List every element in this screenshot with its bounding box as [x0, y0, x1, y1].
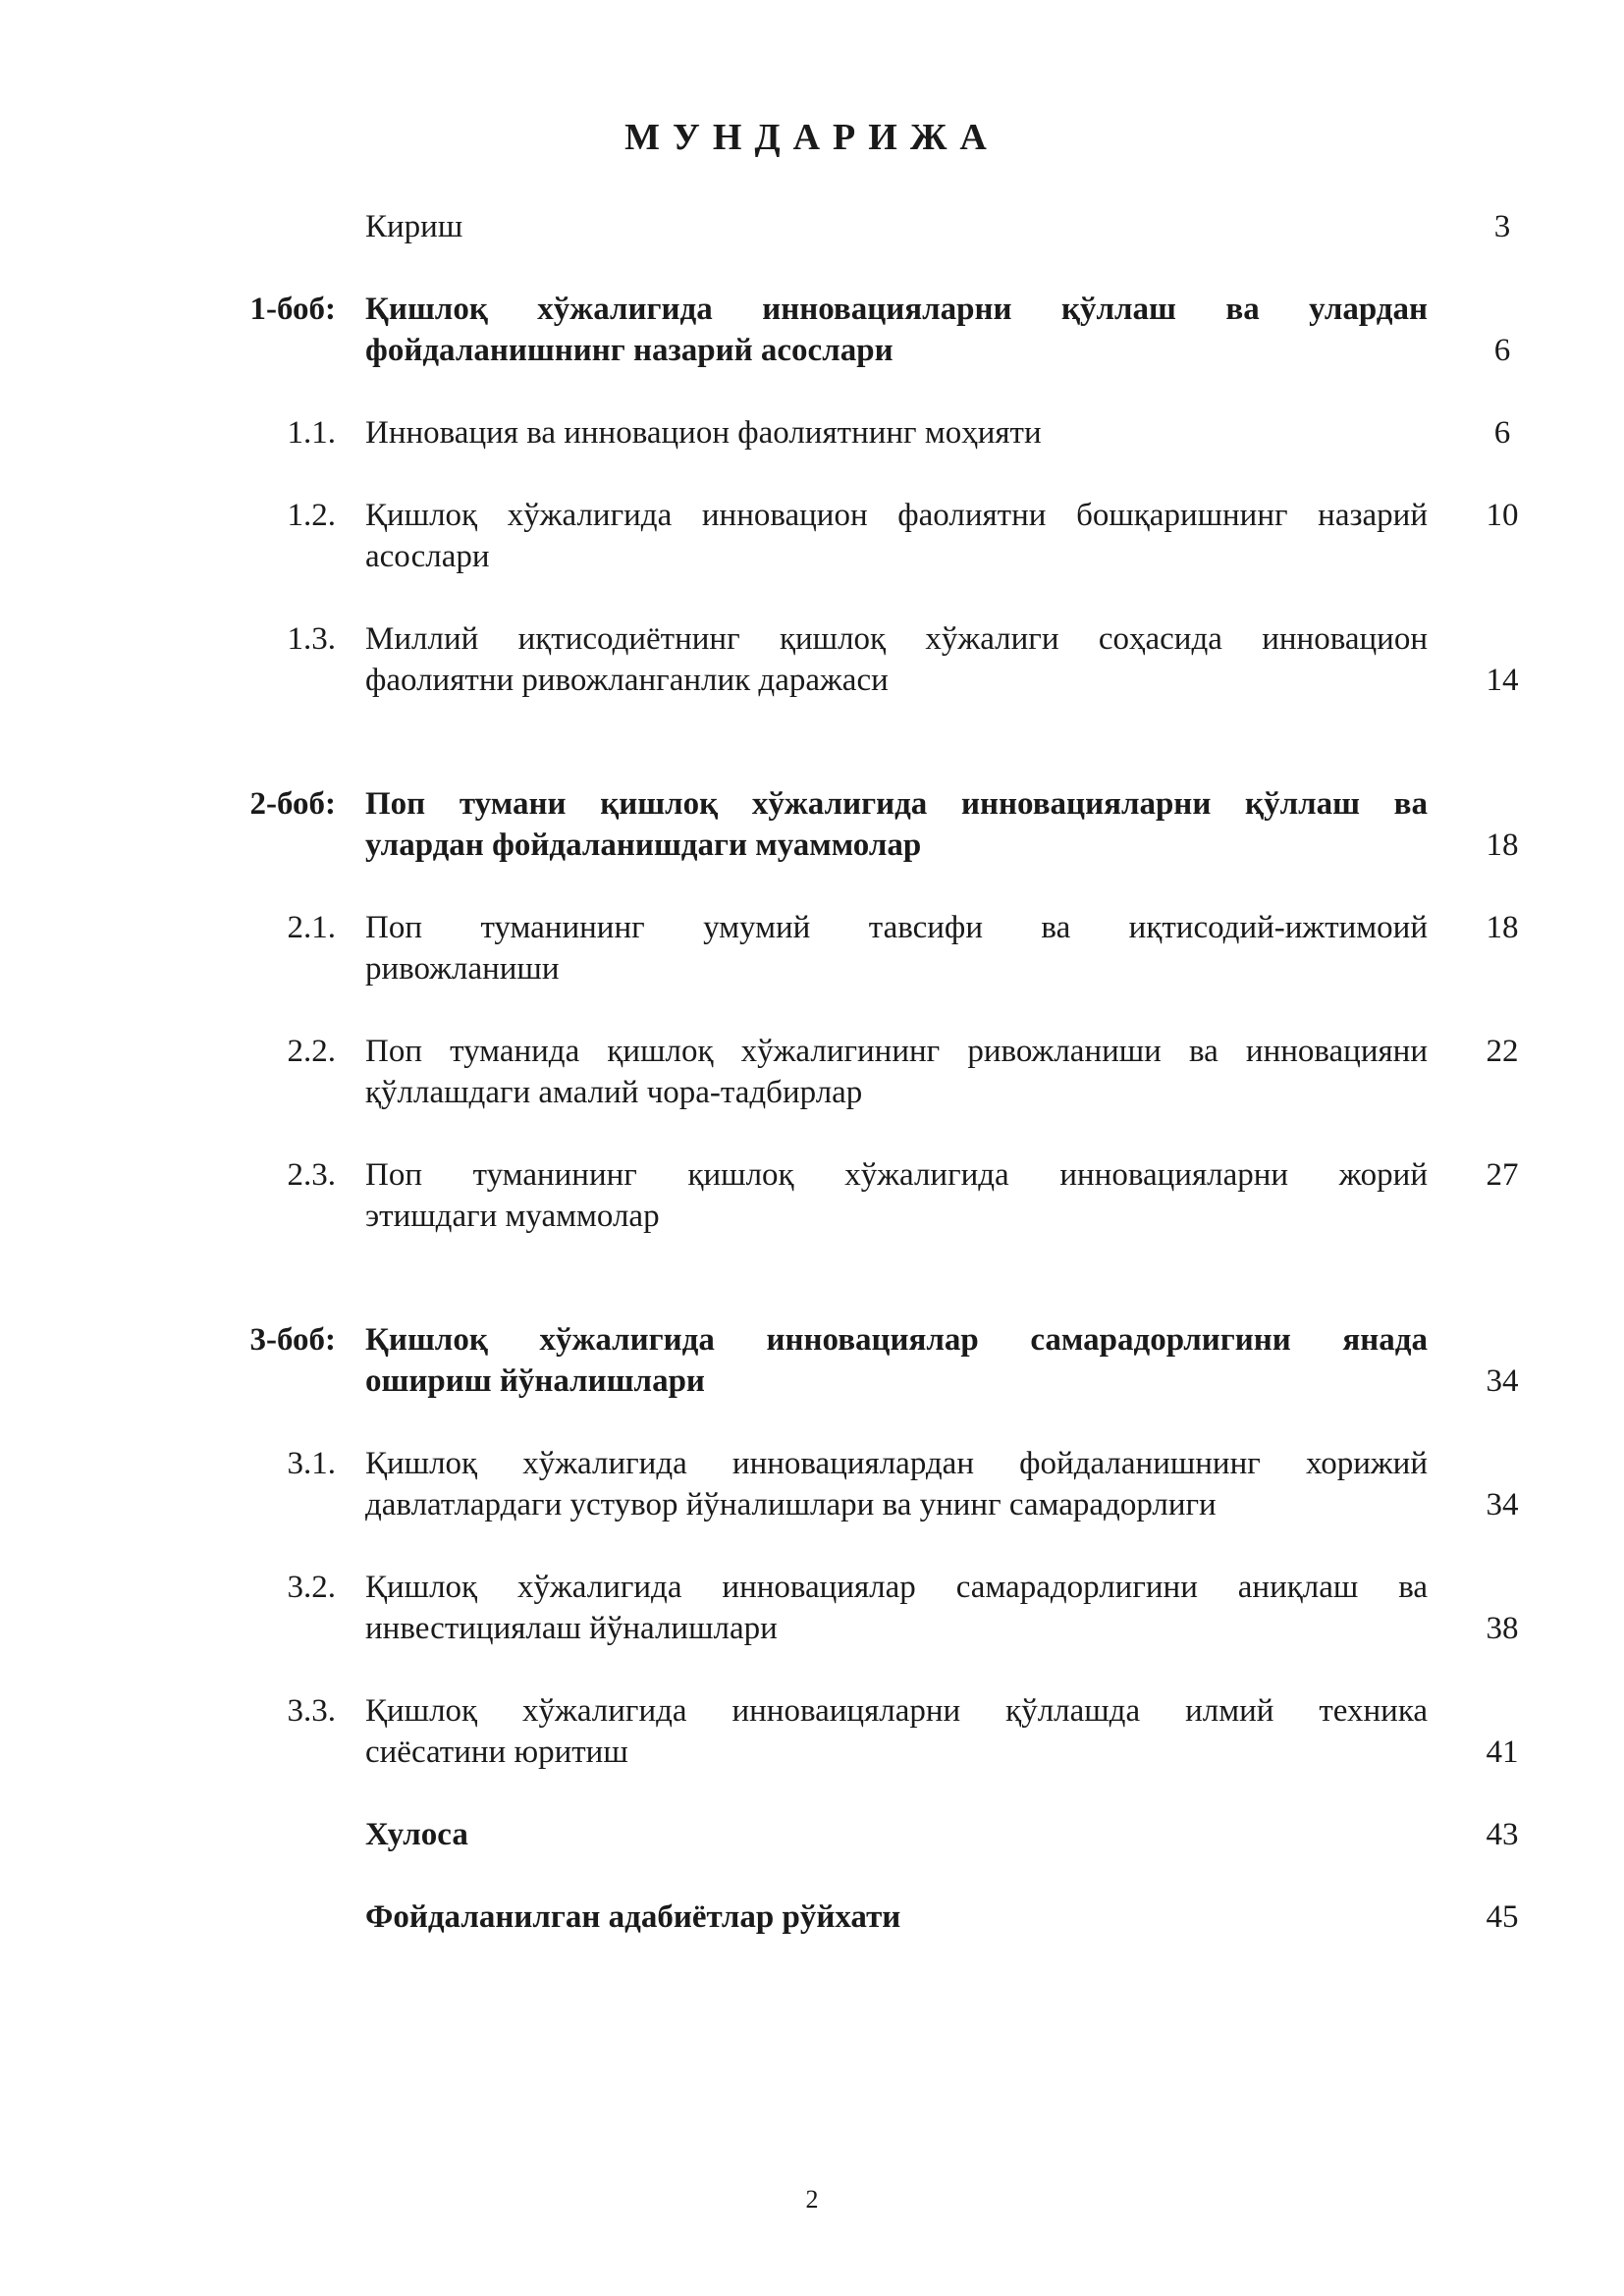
toc-entry-title: Фойдаланилган адабиётлар рўйхати [365, 1899, 901, 1935]
toc-entry-number: 1.1. [287, 415, 336, 451]
toc-entry-title-line: Поп туманининг қишлоқ хўжалигида инновацияларни жорий [365, 1157, 1428, 1193]
toc-entry-title-line: Поп туманининг умумий тавсифи ва иқтисодий-ижтимоий [365, 910, 1428, 945]
toc-entry-title: Инновация ва инновацион фаолиятнинг моҳияти [365, 415, 1042, 451]
toc-entry-number: 2-боб: [249, 786, 336, 822]
toc-entry-number: 2.2. [287, 1034, 336, 1069]
toc-entry-page: 34 [1486, 1487, 1519, 1522]
toc-entry-page: 6 [1493, 415, 1511, 451]
toc-entry-title-line: Поп туманида қишлоқ хўжалигининг ривожланиши ва инновацияни [365, 1034, 1428, 1069]
toc-entry-title [365, 1031, 1428, 1113]
toc-entry-title [365, 783, 1428, 866]
toc-entry-page: 10 [1486, 498, 1519, 533]
toc-entry-title-line: Қишлоқ хўжалигида инноваицяларни қўллашда илмий техника [365, 1693, 1428, 1729]
toc-entry-page: 22 [1486, 1034, 1519, 1069]
toc-entry-number: 1.3. [287, 621, 336, 657]
toc-entry-title-line: фойдаланишнинг назарий асослари [365, 333, 893, 368]
toc-entry-page: 18 [1486, 910, 1519, 945]
toc-entry-page: 27 [1486, 1157, 1519, 1193]
page-number: 2 [805, 2185, 819, 2214]
toc-entry-title [365, 1154, 1428, 1237]
toc-entry-title-line: Поп тумани қишлоқ хўжалигида инновацияларни қўллаш ва [365, 786, 1428, 822]
toc-entry-title [365, 495, 1428, 577]
toc-entry-title-line: улардан фойдаланишдаги муаммолар [365, 828, 922, 863]
toc-entry-title-line: ошириш йўналишлари [365, 1363, 705, 1399]
toc-entry-number: 3.2. [287, 1570, 336, 1605]
toc-entry-title-line: Қишлоқ хўжалигида инновацияларни қўллаш ва улардан [365, 292, 1428, 327]
toc-entry-title [365, 907, 1428, 989]
toc-entry-page: 18 [1486, 828, 1519, 863]
toc-entry-title-line: ривожланиши [365, 951, 560, 987]
page-title: МУНДАРИЖА [624, 117, 1000, 158]
toc-entry-title [365, 1443, 1428, 1525]
toc-entry-title-line: сиёсатини юритиш [365, 1735, 628, 1770]
toc-entry-number: 3-боб: [249, 1322, 336, 1358]
toc-entry-title-line: Қишлоқ хўжалигида инновациялар самарадорлигини янада [365, 1322, 1428, 1358]
toc-entry-title [365, 1690, 1428, 1773]
toc-entry-page: 6 [1493, 333, 1511, 368]
toc-entry-page: 38 [1486, 1611, 1519, 1646]
toc-entry-title: Хулоса [365, 1817, 468, 1852]
toc-entry-title-line: давлатлардаги устувор йўналишлари ва унинг самарадорлиги [365, 1487, 1217, 1522]
toc-entry-title-line: Қишлоқ хўжалигида инновациялардан фойдаланишнинг хорижий [365, 1446, 1428, 1481]
toc-entry-title [365, 618, 1428, 701]
toc-entry-number: 3.1. [287, 1446, 336, 1481]
toc-entry-title-line: Қишлоқ хўжалигида инновациялар самарадорлигини аниқлаш ва [365, 1570, 1428, 1605]
toc-entry-title-line: этишдаги муаммолар [365, 1199, 660, 1234]
toc-entry-title-line: Миллий иқтисодиётнинг қишлоқ хўжалиги соҳасида инновацион [365, 621, 1428, 657]
toc-entry-page: 43 [1486, 1817, 1519, 1852]
toc-entry-number: 1.2. [287, 498, 336, 533]
toc-entry-number: 1-боб: [249, 292, 336, 327]
toc-entry-title-line: фаолиятни ривожланганлик даражаси [365, 663, 889, 698]
toc-entry-number: 2.1. [287, 910, 336, 945]
toc-entry-title-line: қўллашдаги амалий чора-тадбирлар [365, 1075, 863, 1110]
toc-entry-number: 2.3. [287, 1157, 336, 1193]
toc-entry-page: 3 [1493, 209, 1511, 244]
toc-entry-title-line: Қишлоқ хўжалигида инновацион фаолиятни бошқаришнинг назарий [365, 498, 1428, 533]
toc-entry-title [365, 1567, 1428, 1649]
toc-entry-page: 41 [1486, 1735, 1519, 1770]
toc-entry-number: 3.3. [287, 1693, 336, 1729]
toc-entry-page: 14 [1486, 663, 1519, 698]
toc-entry-page: 45 [1486, 1899, 1519, 1935]
toc-entry-page: 34 [1486, 1363, 1519, 1399]
toc-entry-title-line: инвестициялаш йўналишлари [365, 1611, 778, 1646]
toc-entry-title-line: асослари [365, 539, 490, 574]
toc-entry-title: Кириш [365, 209, 463, 244]
toc-entry-title [365, 289, 1428, 371]
toc-entry-title [365, 1319, 1428, 1402]
